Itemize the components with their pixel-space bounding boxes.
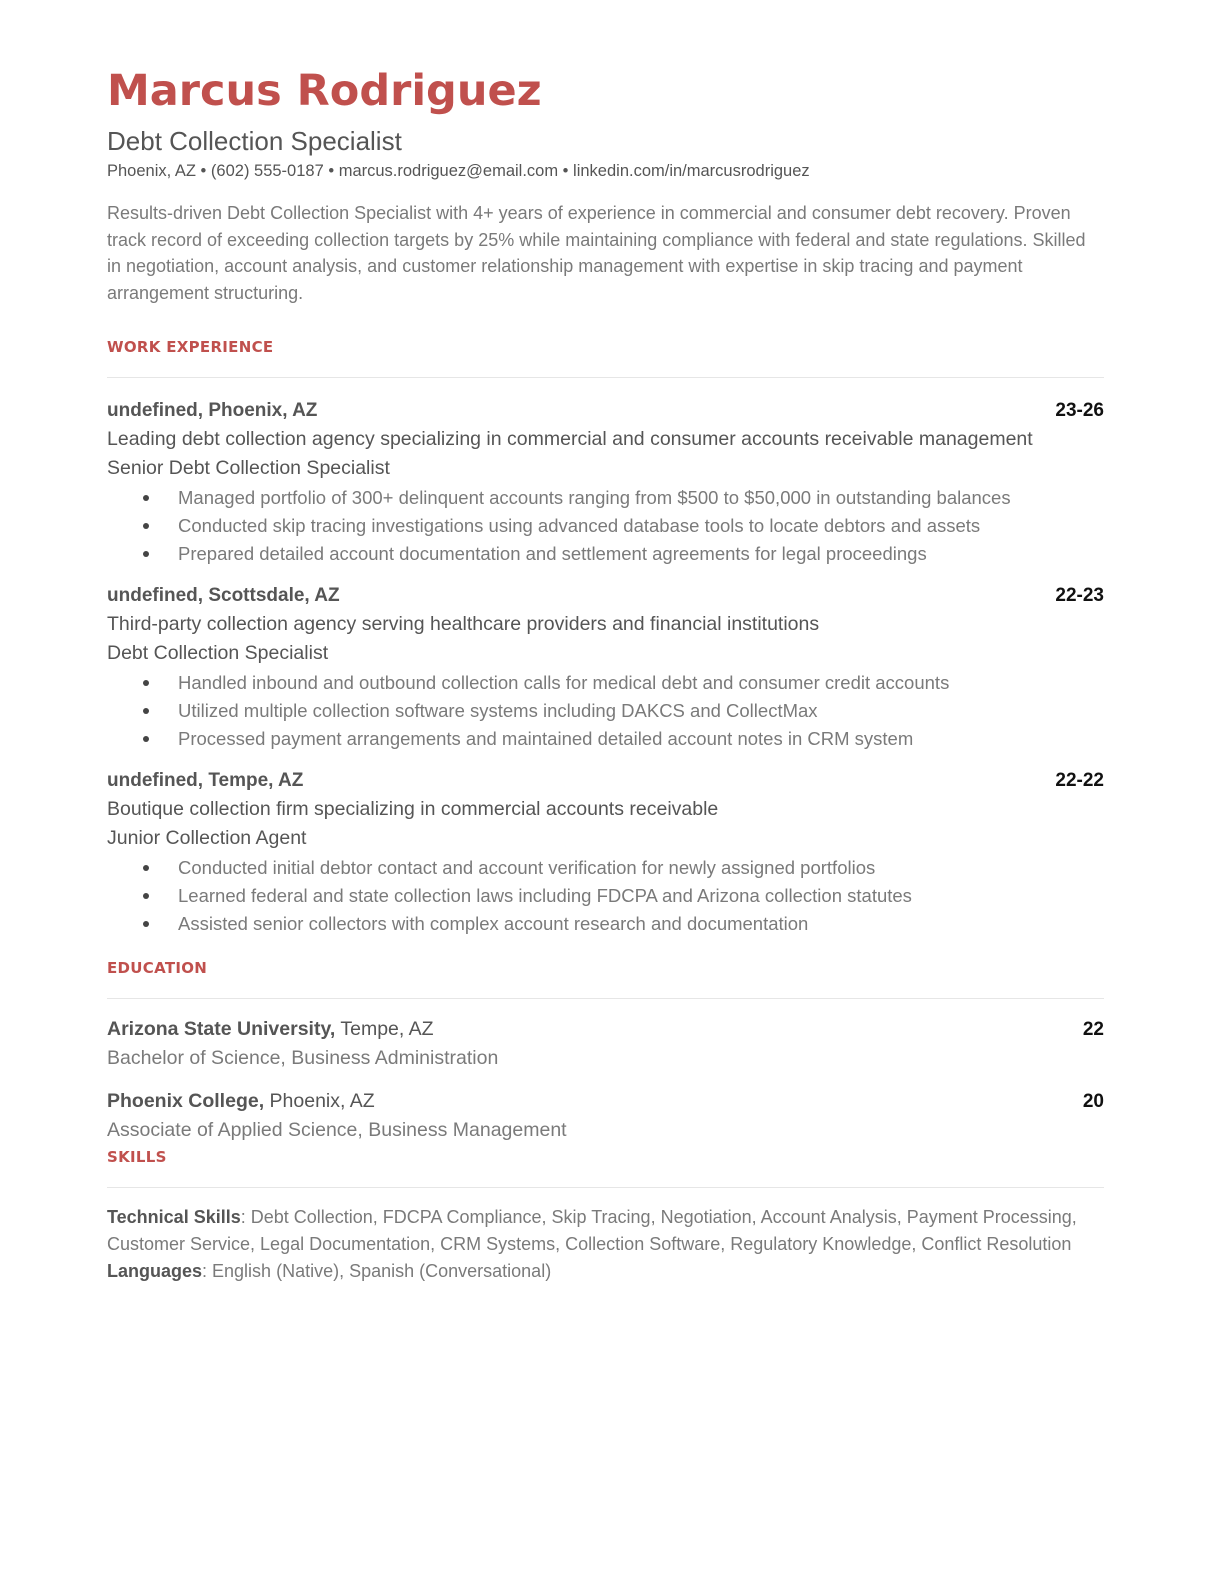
section-heading-education: EDUCATION bbox=[107, 959, 208, 978]
job-bullets bbox=[107, 669, 1104, 754]
skills-section bbox=[107, 1147, 1104, 1284]
bullet-text: Assisted senior collectors with complex account research and documentation bbox=[178, 913, 809, 935]
technical-skills-label: Technical Skills bbox=[107, 1207, 241, 1228]
section-divider bbox=[107, 1187, 1104, 1188]
job-company: undefined, Scottsdale, AZ bbox=[107, 584, 340, 606]
job-company-description: Leading debt collection agency specializing in commercial and consumer accounts receivable management bbox=[107, 427, 1033, 450]
bullet-text: Managed portfolio of 300+ delinquent accounts ranging from $500 to $50,000 in outstanding balances bbox=[178, 486, 1011, 508]
bullet-text: Learned federal and state collection laws including FDCPA and Arizona collection statutes bbox=[178, 884, 912, 906]
bullet-text: Utilized multiple collection software systems including DAKCS and CollectMax bbox=[178, 700, 818, 721]
education-school-line bbox=[107, 1087, 375, 1116]
bullet-icon bbox=[143, 680, 149, 686]
job-role: Debt Collection Specialist bbox=[107, 642, 329, 665]
job-dates: 22-22 bbox=[1055, 769, 1104, 791]
job-company: undefined, Tempe, AZ bbox=[107, 769, 304, 791]
job-bullet bbox=[143, 697, 1104, 725]
job-entry bbox=[107, 581, 1104, 754]
education-year: 20 bbox=[1082, 1090, 1104, 1112]
bullet-text: Prepared detailed account documentation and settlement agreements for legal proceedings bbox=[178, 543, 927, 565]
bullet-icon bbox=[143, 495, 149, 501]
languages bbox=[107, 1258, 1104, 1285]
education-school-line bbox=[107, 1015, 434, 1044]
job-company-description: Third-party collection agency serving healthcare providers and financial institutions bbox=[107, 612, 820, 635]
job-entry bbox=[107, 766, 1104, 939]
job-title: Debt Collection Specialist bbox=[107, 126, 402, 156]
technical-skills bbox=[107, 1204, 1104, 1258]
section-divider bbox=[107, 998, 1104, 999]
job-bullet bbox=[143, 669, 1104, 697]
job-bullets bbox=[107, 484, 1104, 569]
job-bullet bbox=[143, 882, 1104, 910]
school-location: Phoenix, AZ bbox=[264, 1089, 375, 1112]
school-name: Phoenix College, bbox=[107, 1089, 265, 1112]
job-bullets bbox=[107, 854, 1104, 939]
section-heading-skills: SKILLS bbox=[107, 1148, 167, 1167]
job-bullet bbox=[143, 512, 1104, 540]
bullet-icon bbox=[143, 921, 149, 927]
candidate-name: Marcus Rodriguez bbox=[107, 66, 542, 116]
job-company-description: Boutique collection firm specializing in commercial accounts receivable bbox=[107, 797, 719, 820]
job-bullet bbox=[143, 725, 1104, 753]
education-degree: Bachelor of Science, Business Administration bbox=[107, 1047, 499, 1070]
education-entry bbox=[107, 1015, 1104, 1074]
job-bullet bbox=[143, 484, 1104, 512]
contact-line: Phoenix, AZ • (602) 555-0187 • marcus.rodriguez@email.com • linkedin.com/in/marcusrodriguez bbox=[107, 162, 810, 180]
school-location: Tempe, AZ bbox=[335, 1018, 434, 1041]
job-bullet bbox=[143, 540, 1104, 568]
bullet-icon bbox=[143, 551, 149, 557]
work-experience-section bbox=[107, 337, 1104, 939]
education-degree: Associate of Applied Science, Business Management bbox=[107, 1118, 567, 1141]
languages-label: Languages bbox=[107, 1261, 203, 1282]
section-divider bbox=[107, 377, 1104, 378]
job-bullet bbox=[143, 910, 1104, 938]
technical-skills-value: : Debt Collection, FDCPA Compliance, Skip Tracing, Negotiation, Account Analysis, Payment Processing, Customer Service, Legal Documentation, CRM Systems, Collection Software, Regulatory Knowledge, Conflict Resolution bbox=[107, 1207, 1077, 1255]
resume-page bbox=[107, 62, 1104, 1285]
job-dates: 23-26 bbox=[1055, 399, 1104, 421]
education-year: 22 bbox=[1082, 1019, 1104, 1041]
job-role: Junior Collection Agent bbox=[107, 827, 307, 850]
bullet-text: Handled inbound and outbound collection calls for medical debt and consumer credit accounts bbox=[178, 671, 950, 693]
bullet-text: Processed payment arrangements and maintained detailed account notes in CRM system bbox=[178, 728, 914, 750]
bullet-icon bbox=[143, 736, 149, 742]
school-name: Arizona State University, bbox=[107, 1018, 336, 1041]
job-role: Senior Debt Collection Specialist bbox=[107, 457, 390, 480]
job-company: undefined, Phoenix, AZ bbox=[107, 399, 318, 421]
bullet-icon bbox=[143, 893, 149, 899]
languages-value: : English (Native), Spanish (Conversational) bbox=[202, 1261, 552, 1282]
job-dates: 22-23 bbox=[1055, 584, 1104, 606]
education-section bbox=[107, 958, 1104, 1145]
bullet-icon bbox=[143, 708, 149, 714]
job-entry bbox=[107, 396, 1104, 569]
bullet-text: Conducted initial debtor contact and account verification for newly assigned portfolios bbox=[178, 856, 876, 878]
professional-summary: Results-driven Debt Collection Specialist with 4+ years of experience in commercial and consumer debt recovery. Proven track record of exceeding collection targets by 25% while maintaining compliance with federal and state regulations. Skilled in negotiation, account analysis, and customer relationship management with expertise in skip tracing and payment arrangement structuring. bbox=[107, 203, 1086, 304]
bullet-icon bbox=[143, 523, 149, 529]
section-heading-work-experience: WORK EXPERIENCE bbox=[107, 337, 274, 356]
bullet-icon bbox=[143, 865, 149, 871]
education-entry bbox=[107, 1087, 1104, 1146]
job-bullet bbox=[143, 854, 1104, 882]
bullet-text: Conducted skip tracing investigations using advanced database tools to locate debtors and assets bbox=[178, 515, 981, 537]
